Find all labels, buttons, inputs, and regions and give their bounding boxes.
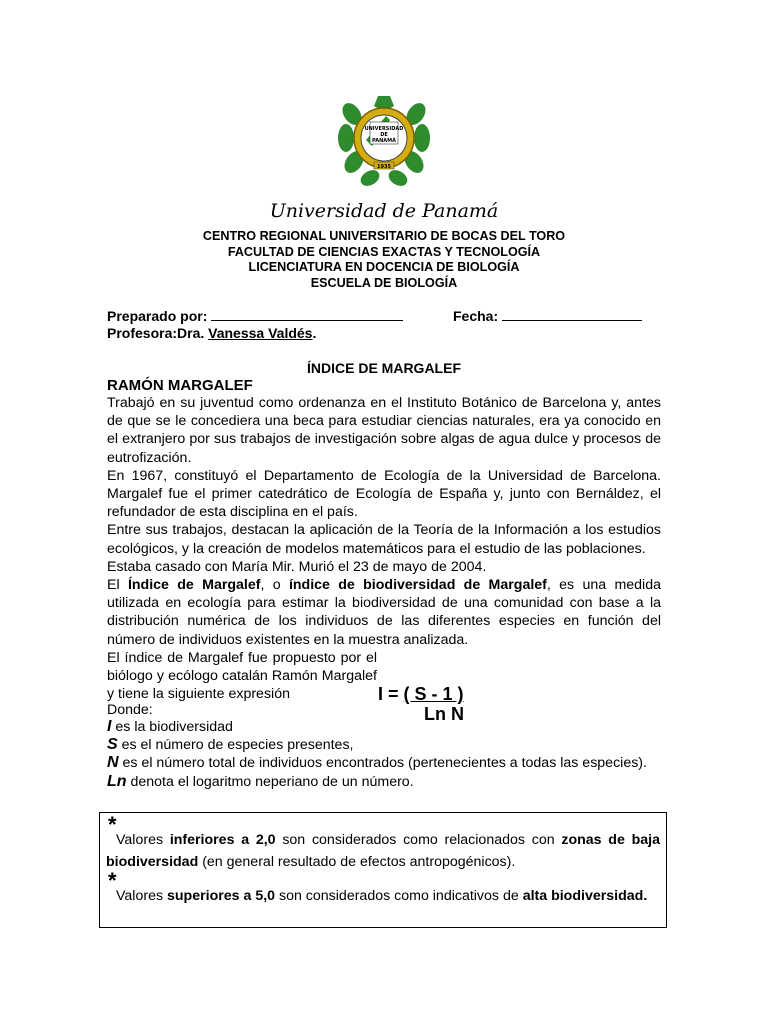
index-name: Índice de Margalef [127, 577, 261, 594]
symbol-ln: Ln [107, 772, 127, 790]
definition-ln: Ln denota el logaritmo neperiano de un número. [107, 772, 414, 790]
symbol-i: I [107, 718, 112, 735]
paragraph-expression: El índice de Margalef fue propuesto por el biólogo y ecólogo catalán Ramón Margalef y tiene la siguiente expresión [107, 649, 377, 703]
prepared-by-row [107, 307, 667, 324]
definition-n: N es el número total de individuos encontrados (pertenecientes a todas las especies). [107, 754, 647, 772]
paragraph-death: Estaba casado con María Mir. Murió el 23 de mayo de 2004. [107, 558, 487, 575]
index-alt-name: índice de biodiversidad de Margalef [288, 577, 547, 594]
svg-text:1935: 1935 [377, 164, 391, 170]
svg-text:PANAMÁ: PANAMÁ [372, 138, 396, 144]
svg-text:UNIVERSIDAD: UNIVERSIDAD [364, 126, 404, 132]
university-name: Universidad de Panamá [269, 200, 499, 222]
symbol-n: N [107, 754, 119, 772]
prepared-by-label: Preparado por: [107, 308, 208, 324]
date-field [453, 307, 642, 324]
date-blank[interactable] [502, 307, 642, 321]
svg-text:DE: DE [380, 132, 388, 138]
university-seal-logo [332, 86, 436, 190]
formula-denominator: Ln N [424, 704, 464, 724]
formula-lhs: I = [378, 684, 404, 704]
prepared-by-blank[interactable] [211, 307, 403, 321]
section-heading: RAMÓN MARGALEF [107, 377, 253, 394]
symbol-s: S [107, 736, 118, 754]
professor-suffix: . [312, 325, 317, 341]
definition-i: I es la biodiversidad [107, 718, 233, 735]
asterisk-icon: * [108, 868, 117, 893]
institution-header [0, 229, 768, 291]
definitions-list [107, 718, 661, 791]
header-line-school: ESCUELA DE BIOLOGÍA [310, 275, 458, 290]
definition-s: S es el número de especies presentes, [107, 736, 354, 754]
interpretation-box [99, 812, 667, 928]
header-line-program: LICENCIATURA EN DOCENCIA DE BIOLOGÍA [248, 260, 520, 274]
paragraph-donde: Donde: [107, 702, 153, 719]
header-line-faculty: FACULTAD DE CIENCIAS EXACTAS Y TECNOLOGÍA [227, 244, 541, 259]
interpretation-high: * Valores superiores a 5,0 son considerados como indicativos de alta biodiversidad. [108, 868, 648, 904]
formula-numerator: ( S - 1 ) [403, 684, 464, 704]
paragraph-youth: Trabajó en su juventud como ordenanza en el Instituto Botánico de Barcelona y, antes de que se le concediera una beca para estudiar ciencias naturales, era ya conocido en el extranjero por sus trabajos de investigación sobre algas de agua dulce y procesos de eutrofización. [107, 395, 661, 466]
paragraph-department: En 1967, constituyó el Departamento de Ecología de la Universidad de Barcelona. Margalef fue el primer catedrático de Ecología de España y, junto con Bernáldez, el refundador de esta disciplina en el país. [107, 467, 661, 521]
paragraph-index-definition: El Índice de Margalef, o índice de biodiversidad de Margalef, es una medida utilizada en ecología para estimar la biodiversidad de una comunidad con base a la distribución numérica de los individuos de las diferentes especies en función del número de individuos existentes en la muestra analizada. [107, 577, 661, 648]
professor-name: Vanessa Valdés [208, 325, 313, 341]
document-title: ÍNDICE DE MARGALEF [307, 360, 461, 376]
interpretation-low: * Valores inferiores a 2,0 son considerados como relacionados con zonas de baja biodiversidad (en general resultado de efectos antropogénicos). [106, 812, 660, 870]
professor-label: Profesora:Dra. [107, 325, 205, 341]
header-line-center: CENTRO REGIONAL UNIVERSITARIO DE BOCAS DEL TORO [202, 229, 566, 243]
professor-row [107, 325, 667, 341]
paragraph-works: Entre sus trabajos, destacan la aplicación de la Teoría de la Información a los estudios ecológicos, y la creación de modelos matemáticos para el estudio de las poblaciones. [107, 522, 661, 557]
asterisk-icon: * [108, 812, 117, 837]
date-label: Fecha: [453, 308, 499, 324]
body-text [107, 394, 661, 720]
